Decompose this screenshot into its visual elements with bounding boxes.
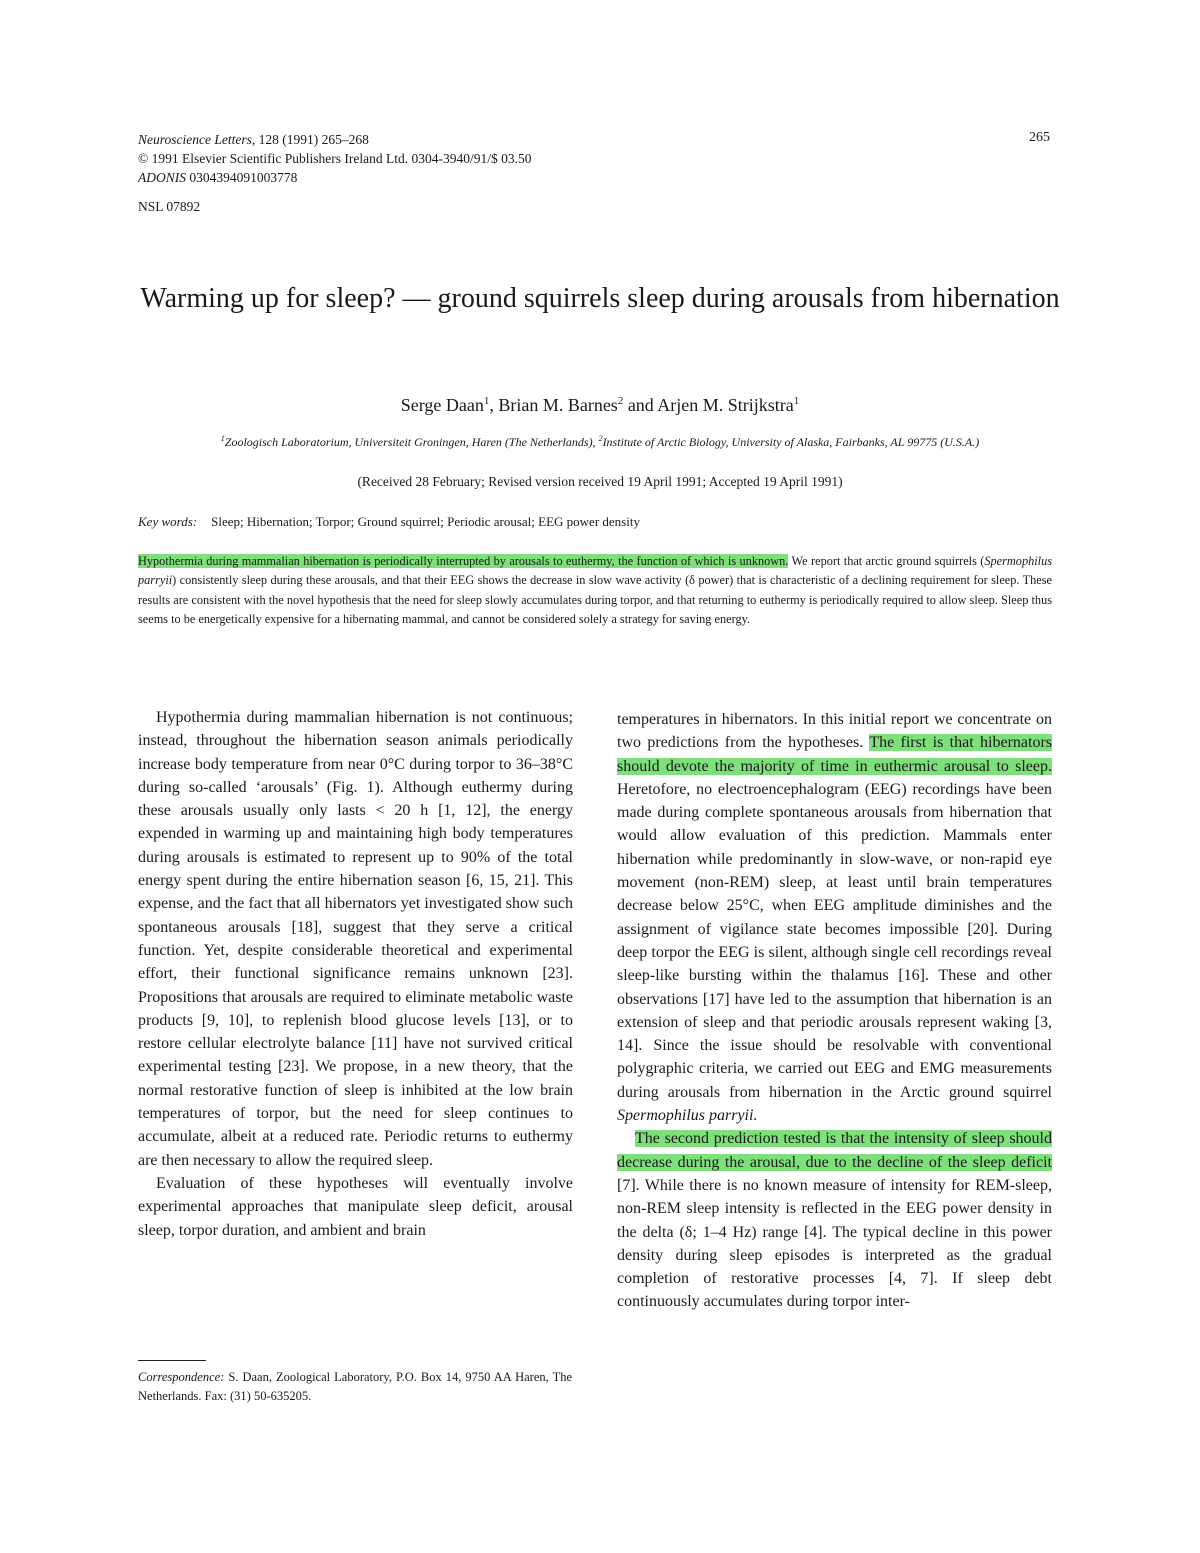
keywords-label: Key words: — [138, 514, 198, 529]
highlight-first-prediction[interactable]: The first is that hibernators should devote the majority of time in euthermic arousal to sleep. — [617, 734, 1052, 775]
highlight-second-prediction[interactable]: The second prediction tested is that the intensity of sleep should decrease during the arousal, due to the decline of the sleep deficit — [617, 1130, 1052, 1171]
abstract-highlight[interactable]: Hypothermia during mammalian hibernation is periodically interrupted by arousals to euthermy, the function of which is unknown. — [138, 554, 789, 568]
body-paragraph: temperatures in hibernators. In this initial report we concentrate on two predictions from the hypotheses. The first is that hibernators should devote the majority of time in euthermic arousal to sleep. Heretofore, no electroencephalogram (EEG) recordings have been made during complete spontaneous arousals from hibernation that would allow evaluation of this prediction. Mammals enter hibernation while predominantly in slow-wave, or non-rapid eye movement (non-REM) sleep, at least until brain temperatures decrease below 25°C, when EEG amplitude diminishes and the assignment of vigilance state becomes impossible [20]. During deep torpor the EEG is silent, although single cell recordings reveal sleep-like bursting within the thalamus [16]. These and other observations [17] have led to the assumption that hibernation is an extension of sleep and that periodic arousals represent waking [3, 14]. Since the issue should be resolvable with conventional polygraphic criteria, we carried out EEG and EMG measurements during arousals from hibernation in the Arctic ground squirrel Spermophilus parryii. — [617, 711, 1052, 1125]
abstract: Hypothermia during mammalian hibernation is periodically interrupted by arousals to euthermy, the function of which is unknown. We report that arctic ground squirrels (Spermophilus parryii) consistently sleep during these arousals, and that their EEG shows the decrease in slow wave activity (δ power) that is characteristic of a declining requirement for sleep. These results are consistent with the novel hypothesis that the need for sleep slowly accumulates during torpor, and that returning to euthermy is periodically required to allow sleep. Sleep thus seems to be energetically expensive for a hibernating mammal, and cannot be considered solely a strategy for saving energy. — [138, 554, 1053, 627]
keywords-text: Sleep; Hibernation; Torpor; Ground squirrel; Periodic arousal; EEG power density — [211, 514, 640, 529]
author-list: Serge Daan$^1$, Brian M. Barnes$^2$ and Arjen M. Strijkstra$^1$ — [400, 395, 800, 415]
adonis-line: ADONIS 0304394091003778 — [138, 170, 298, 185]
nsl-number: NSL 07892 — [138, 199, 201, 214]
correspondence-footnote: Correspondence: S. Daan, Zoological Laboratory, P.O. Box 14, 9750 AA Haren, The Netherlands. Fax: (31) 50-635205. — [138, 1370, 572, 1403]
received-dates: (Received 28 February; Revised version received 19 April 1991; Accepted 19 April 1991) — [357, 474, 843, 489]
species-name: Spermophilus parryii. — [617, 1107, 758, 1125]
journal-header — [138, 130, 531, 187]
footnote-rule — [138, 1360, 206, 1361]
body-left-column — [138, 706, 573, 1242]
keywords — [138, 514, 640, 530]
body-right-column — [617, 708, 1052, 1314]
correspondence-label: Correspondence: — [138, 1370, 225, 1384]
species-name: Spermophilus parryii — [138, 554, 1053, 588]
journal-citation: Neuroscience Letters, 128 (1991) 265–268 — [138, 132, 369, 147]
page-number: 265 — [1029, 130, 1050, 145]
affiliations: $^1$Zoologisch Laboratorium, Universiteit Groningen, Haren (The Netherlands), $^2$Institute of Arctic Biology, University of Alaska, Fairbanks, AL 99775 (U.S.A.) — [220, 434, 980, 449]
body-paragraph: Hypothermia during mammalian hibernation is not continuous; instead, throughout the hibernation season animals periodically increase body temperature from near 0°C during torpor to 36–38°C during so-called ‘arousals’ (Fig. 1). Although euthermy during these arousals usually only lasts < 20 h [1, 12], the energy expended in warming up and maintaining high body temperatures during arousals is estimated to represent up to 90% of the total energy spent during the entire hibernation season [6, 15, 21]. This expense, and the fact that all hibernators yet investigated show such spontaneous arousals [18], suggest that they serve a critical function. Yet, despite considerable theoretical and experimental effort, their functional significance remains unknown [23]. Propositions that arousals are required to eliminate metabolic waste products [9, 10], to replenish blood glucose levels [13], or to restore cellular electrolyte balance [11] have not survived critical experimental testing [23]. We propose, in a new theory, that the normal restorative function of sleep is inhibited at the low brain temperatures of torpor, but the need for sleep continues to accumulate, albeit at a reduced rate. Periodic returns to euthermy are then necessary to allow the required sleep. — [138, 709, 573, 1169]
body-paragraph: Evaluation of these hypotheses will eventually involve experimental approaches that manipulate sleep deficit, arousal sleep, torpor duration, and ambient and brain — [138, 1174, 573, 1239]
paper-title: Warming up for sleep? — ground squirrels sleep during arousals from hibernation — [140, 283, 1060, 314]
journal-name: Neuroscience Letters — [138, 132, 252, 147]
copyright-line: © 1991 Elsevier Scientific Publishers Ireland Ltd. 0304-3940/91/$ 03.50 — [138, 151, 532, 166]
body-paragraph: The second prediction tested is that the intensity of sleep should decrease during the arousal, due to the decline of the sleep deficit [7]. While there is no known measure of intensity for REM-sleep, non-REM sleep intensity is reflected in the EEG power density in the delta (δ; 1–4 Hz) range [4]. The typical decline in this power density during sleep episodes is interpreted as the gradual completion of restorative processes [4, 7]. If sleep debt continuously accumulates during torpor inter- — [617, 1130, 1052, 1311]
